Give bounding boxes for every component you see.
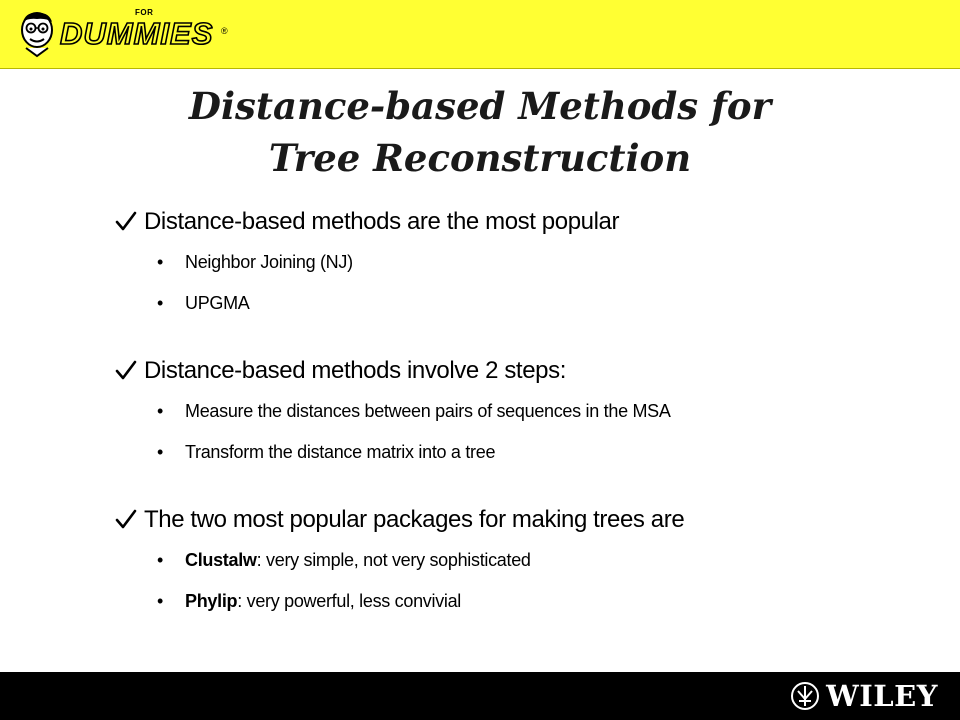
sub-point-text: Transform the distance matrix into a tree bbox=[185, 442, 496, 462]
wiley-emblem-icon bbox=[790, 681, 820, 711]
main-point bbox=[114, 351, 934, 391]
bullet-icon: • bbox=[157, 401, 164, 421]
main-point-text: Distance-based methods are the most popular bbox=[144, 208, 620, 235]
package-description: : very simple, not very sophisticated bbox=[256, 550, 531, 570]
main-point-text: Distance-based methods involve 2 steps: bbox=[144, 357, 566, 384]
header-band bbox=[0, 0, 960, 69]
sub-point bbox=[114, 391, 934, 432]
bullet-icon: • bbox=[157, 591, 164, 611]
bullet-icon: • bbox=[157, 293, 164, 313]
bullet-group-3 bbox=[114, 500, 934, 622]
sub-point-text: Neighbor Joining (NJ) bbox=[185, 252, 353, 272]
sub-point bbox=[114, 283, 934, 324]
main-point bbox=[114, 500, 934, 540]
main-point-text: The two most popular packages for making trees are bbox=[144, 506, 685, 533]
title-line-1: Distance-based Methods for bbox=[188, 84, 772, 128]
wiley-logo bbox=[790, 680, 938, 712]
bullet-group-2 bbox=[114, 351, 934, 473]
package-description: : very powerful, less convivial bbox=[237, 591, 462, 611]
sub-point bbox=[114, 432, 934, 473]
main-point bbox=[114, 202, 934, 242]
dummies-guy-icon bbox=[16, 10, 58, 58]
slide-content bbox=[114, 202, 934, 649]
title-line-2: Tree Reconstruction bbox=[268, 136, 692, 180]
slide-title bbox=[0, 80, 960, 184]
sub-point bbox=[114, 540, 934, 581]
bullet-icon: • bbox=[157, 550, 164, 570]
checkmark-icon bbox=[114, 351, 138, 391]
checkmark-icon bbox=[114, 500, 138, 540]
bullet-icon: • bbox=[157, 252, 164, 272]
registered-mark: ® bbox=[221, 26, 228, 36]
package-name: Clustalw bbox=[185, 550, 257, 570]
sub-point bbox=[114, 581, 934, 622]
package-name: Phylip bbox=[185, 591, 238, 611]
sub-point-text: Measure the distances between pairs of sequences in the MSA bbox=[185, 401, 671, 421]
sub-point bbox=[114, 242, 934, 283]
footer-band bbox=[0, 672, 960, 720]
logo-for-text: FOR bbox=[135, 8, 154, 17]
wiley-wordmark: WILEY bbox=[826, 679, 938, 713]
logo-wordmark: DUMMIES bbox=[60, 16, 214, 51]
checkmark-icon bbox=[114, 202, 138, 242]
sub-point-text: UPGMA bbox=[185, 293, 250, 313]
bullet-icon: • bbox=[157, 442, 164, 462]
bullet-group-1 bbox=[114, 202, 934, 324]
